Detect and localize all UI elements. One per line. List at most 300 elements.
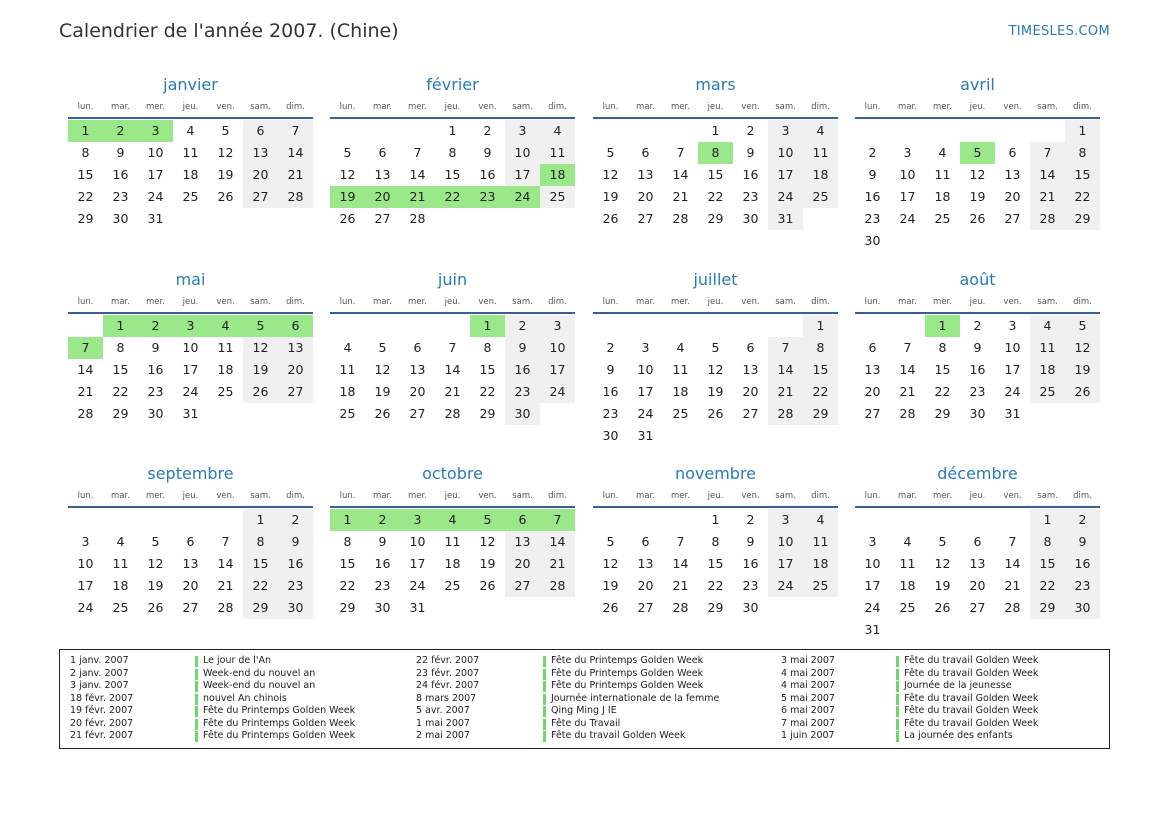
- weekday-header: [330, 97, 575, 119]
- day-cell: 12: [479, 534, 496, 549]
- day-cell: 27: [243, 186, 278, 208]
- day-cell: 4: [803, 120, 838, 142]
- day-cell: 10: [77, 556, 94, 571]
- day-cell: 26: [147, 600, 164, 615]
- holiday-day: 1: [103, 315, 138, 337]
- month-12: [855, 462, 1100, 641]
- day-cell: 15: [112, 362, 129, 377]
- holiday-marker: [543, 669, 546, 680]
- day-cell: 5: [606, 145, 615, 160]
- day-cell: 8: [483, 340, 492, 355]
- weekday-label: mar.: [111, 297, 130, 307]
- weekday-label: mer.: [146, 102, 165, 112]
- day-cell: 21: [899, 384, 916, 399]
- holiday-day: 6: [505, 509, 540, 531]
- day-cell: 15: [1030, 553, 1065, 575]
- day-cell: 7: [448, 340, 457, 355]
- day-cell: 20: [278, 359, 313, 381]
- holiday-marker: [195, 681, 198, 692]
- day-cell: 4: [803, 509, 838, 531]
- month-name: janvier: [163, 75, 218, 94]
- day-cell: 30: [742, 211, 759, 226]
- day-cell: 1: [711, 512, 720, 527]
- weekday-label: sam.: [512, 491, 533, 501]
- weekday-label: mer.: [671, 102, 690, 112]
- day-cell: 13: [637, 167, 654, 182]
- day-cell: 21: [1004, 578, 1021, 593]
- day-cell: 12: [339, 167, 356, 182]
- month-4: [855, 73, 1100, 252]
- day-cell: 9: [278, 531, 313, 553]
- day-cell: 23: [278, 575, 313, 597]
- day-cell: 6: [746, 340, 755, 355]
- empty-cell: [365, 315, 400, 337]
- day-cell: 13: [409, 362, 426, 377]
- weekday-label: jeu.: [444, 102, 461, 112]
- day-cell: 27: [1004, 211, 1021, 226]
- day-cell: 30: [742, 600, 759, 615]
- day-cell: 26: [602, 600, 619, 615]
- holiday-day: 5: [470, 509, 505, 531]
- day-cell: 27: [969, 600, 986, 615]
- day-cell: 25: [803, 186, 838, 208]
- day-cell: 13: [374, 167, 391, 182]
- day-cell: 24: [147, 189, 164, 204]
- day-grid: [593, 508, 838, 619]
- day-cell: 21: [540, 553, 575, 575]
- holiday-day: 5: [243, 315, 278, 337]
- weekday-label: mer.: [408, 297, 427, 307]
- holiday-date: 19 févr. 2007: [70, 705, 134, 716]
- day-cell: 24: [409, 578, 426, 593]
- day-cell: 14: [444, 362, 461, 377]
- holiday-day: 3: [173, 315, 208, 337]
- day-cell: 22: [1030, 575, 1065, 597]
- day-cell: 9: [868, 167, 877, 182]
- day-cell: 10: [637, 362, 654, 377]
- day-cell: 23: [602, 406, 619, 421]
- weekday-label: sam.: [1037, 491, 1058, 501]
- day-cell: 23: [1065, 575, 1100, 597]
- day-cell: 8: [711, 534, 720, 549]
- day-cell: 8: [116, 340, 125, 355]
- day-cell: 22: [707, 189, 724, 204]
- day-cell: 19: [147, 578, 164, 593]
- weekday-header: [593, 486, 838, 508]
- holiday-marker: [896, 731, 899, 742]
- day-cell: 13: [864, 362, 881, 377]
- weekday-label: mar.: [373, 102, 392, 112]
- holiday-name: Fête du Printemps Golden Week: [203, 705, 356, 716]
- weekday-label: ven.: [216, 102, 235, 112]
- day-cell: 2: [483, 123, 492, 138]
- day-cell: 14: [672, 167, 689, 182]
- weekday-label: sam.: [512, 297, 533, 307]
- day-cell: 27: [374, 211, 391, 226]
- holiday-marker: [543, 706, 546, 717]
- day-cell: 23: [505, 381, 540, 403]
- day-grid: [593, 119, 838, 230]
- day-cell: 28: [672, 600, 689, 615]
- empty-cell: [1030, 120, 1065, 142]
- day-cell: 19: [602, 578, 619, 593]
- weekday-label: dim.: [548, 491, 567, 501]
- weekday-header: [68, 97, 313, 119]
- day-cell: 26: [243, 381, 278, 403]
- day-cell: 16: [278, 553, 313, 575]
- month-8: [855, 268, 1100, 425]
- holiday-day: 19: [330, 186, 365, 208]
- month-9: [68, 462, 313, 619]
- weekday-label: ven.: [741, 102, 760, 112]
- empty-cell: [435, 315, 470, 337]
- day-cell: 21: [672, 578, 689, 593]
- holiday-date: 3 mai 2007: [781, 655, 835, 666]
- day-cell: 9: [483, 145, 492, 160]
- day-grid: [68, 508, 313, 619]
- holiday-marker: [195, 731, 198, 742]
- day-cell: 2: [606, 340, 615, 355]
- weekday-label: sam.: [250, 102, 271, 112]
- day-cell: 10: [899, 167, 916, 182]
- day-cell: 6: [641, 534, 650, 549]
- day-cell: 22: [243, 575, 278, 597]
- holiday-date: 18 févr. 2007: [70, 692, 134, 704]
- weekday-label: jeu.: [969, 297, 986, 307]
- day-cell: 20: [864, 384, 881, 399]
- month-10: [330, 462, 575, 619]
- day-cell: 24: [864, 600, 881, 615]
- day-cell: 19: [243, 359, 278, 381]
- day-grid: [855, 119, 1100, 252]
- day-cell: 3: [903, 145, 912, 160]
- day-cell: 26: [602, 211, 619, 226]
- day-cell: 10: [864, 556, 881, 571]
- day-cell: 26: [479, 578, 496, 593]
- holiday-name: Fête du Printemps Golden Week: [203, 717, 356, 729]
- day-cell: 4: [343, 340, 352, 355]
- day-cell: 5: [378, 340, 387, 355]
- holiday-date: 5 avr. 2007: [416, 705, 470, 716]
- day-cell: 9: [746, 145, 755, 160]
- day-cell: 18: [444, 556, 461, 571]
- day-cell: 19: [934, 578, 951, 593]
- holiday-day: 5: [960, 142, 995, 164]
- day-cell: 29: [707, 600, 724, 615]
- holiday-day: 24: [505, 186, 540, 208]
- day-cell: 30: [505, 403, 540, 425]
- day-cell: 13: [243, 142, 278, 164]
- day-cell: 2: [973, 318, 982, 333]
- holiday-marker: [543, 694, 546, 705]
- day-cell: 23: [742, 189, 759, 204]
- weekday-label: mer.: [933, 491, 952, 501]
- day-cell: 29: [1030, 597, 1065, 619]
- month-name: mars: [695, 75, 736, 94]
- month-7: [593, 268, 838, 447]
- day-cell: 29: [77, 211, 94, 226]
- day-grid: [330, 314, 575, 425]
- empty-cell: [628, 120, 663, 142]
- weekday-label: mar.: [898, 297, 917, 307]
- weekday-header: [68, 486, 313, 508]
- day-cell: 24: [768, 186, 803, 208]
- day-cell: 3: [768, 120, 803, 142]
- holiday-day: 1: [925, 315, 960, 337]
- day-cell: 29: [243, 597, 278, 619]
- day-cell: 14: [899, 362, 916, 377]
- day-cell: 15: [243, 553, 278, 575]
- empty-cell: [890, 120, 925, 142]
- day-cell: 27: [278, 381, 313, 403]
- day-cell: 3: [505, 120, 540, 142]
- holiday-name: nouvel An chinois: [203, 692, 287, 704]
- day-cell: 24: [1004, 384, 1021, 399]
- holiday-marker: [543, 656, 546, 667]
- weekday-label: mar.: [111, 102, 130, 112]
- empty-cell: [628, 315, 663, 337]
- holiday-name: Qing Ming J IE: [551, 705, 617, 716]
- day-cell: 11: [672, 362, 689, 377]
- day-cell: 18: [217, 362, 234, 377]
- day-cell: 21: [672, 189, 689, 204]
- holiday-name: Fête du Printemps Golden Week: [551, 667, 704, 679]
- day-cell: 9: [746, 534, 755, 549]
- weekday-label: sam.: [775, 102, 796, 112]
- day-cell: 25: [339, 406, 356, 421]
- day-cell: 4: [676, 340, 685, 355]
- weekday-label: mar.: [636, 297, 655, 307]
- day-cell: 19: [217, 167, 234, 182]
- day-cell: 22: [77, 189, 94, 204]
- holiday-marker: [896, 681, 899, 692]
- holiday-day: 6: [278, 315, 313, 337]
- day-cell: 2: [868, 145, 877, 160]
- empty-cell: [593, 120, 628, 142]
- day-cell: 20: [182, 578, 199, 593]
- weekday-header: [593, 292, 838, 314]
- holiday-legend: [59, 649, 1110, 749]
- weekday-label: ven.: [1003, 297, 1022, 307]
- weekday-label: mer.: [671, 297, 690, 307]
- site-logo[interactable]: TIMESLES.COM: [1008, 24, 1110, 39]
- holiday-day: 22: [435, 186, 470, 208]
- day-cell: 11: [217, 340, 234, 355]
- day-cell: 4: [903, 534, 912, 549]
- day-cell: 26: [934, 600, 951, 615]
- day-cell: 30: [969, 406, 986, 421]
- day-cell: 5: [938, 534, 947, 549]
- weekday-label: ven.: [478, 102, 497, 112]
- empty-cell: [628, 509, 663, 531]
- empty-cell: [960, 509, 995, 531]
- holiday-date: 1 mai 2007: [416, 717, 470, 729]
- empty-cell: [138, 509, 173, 531]
- day-cell: 10: [540, 337, 575, 359]
- day-cell: 24: [899, 211, 916, 226]
- day-cell: 27: [864, 406, 881, 421]
- holiday-marker: [195, 656, 198, 667]
- day-cell: 15: [339, 556, 356, 571]
- weekday-label: ven.: [478, 491, 497, 501]
- day-cell: 1: [711, 123, 720, 138]
- empty-cell: [995, 509, 1030, 531]
- holiday-day: 18: [540, 164, 575, 186]
- day-cell: 3: [868, 534, 877, 549]
- day-cell: 26: [339, 211, 356, 226]
- page-title: Calendrier de l'année 2007. (Chine): [59, 20, 399, 42]
- weekday-label: dim.: [1073, 297, 1092, 307]
- day-cell: 2: [505, 315, 540, 337]
- day-cell: 7: [903, 340, 912, 355]
- empty-cell: [330, 120, 365, 142]
- weekday-header: [855, 292, 1100, 314]
- weekday-label: sam.: [250, 491, 271, 501]
- day-cell: 7: [1030, 142, 1065, 164]
- day-cell: 10: [768, 531, 803, 553]
- day-cell: 17: [77, 578, 94, 593]
- day-cell: 25: [112, 600, 129, 615]
- day-cell: 10: [505, 142, 540, 164]
- weekday-label: ven.: [741, 297, 760, 307]
- day-cell: 1: [1065, 120, 1100, 142]
- day-cell: 25: [444, 578, 461, 593]
- day-cell: 10: [768, 142, 803, 164]
- day-cell: 12: [602, 167, 619, 182]
- weekday-label: lun.: [864, 102, 881, 112]
- holiday-day: 2: [103, 120, 138, 142]
- weekday-label: lun.: [339, 297, 356, 307]
- month-2: [330, 73, 575, 230]
- day-cell: 12: [969, 167, 986, 182]
- empty-cell: [995, 120, 1030, 142]
- day-cell: 14: [672, 556, 689, 571]
- empty-cell: [208, 509, 243, 531]
- day-cell: 28: [540, 575, 575, 597]
- day-cell: 8: [1030, 531, 1065, 553]
- day-cell: 28: [1030, 208, 1065, 230]
- day-cell: 15: [444, 167, 461, 182]
- weekday-label: mar.: [898, 102, 917, 112]
- day-grid: [855, 508, 1100, 641]
- weekday-label: jeu.: [182, 102, 199, 112]
- day-cell: 11: [339, 362, 356, 377]
- day-cell: 15: [934, 362, 951, 377]
- weekday-header: [330, 486, 575, 508]
- holiday-day: 4: [208, 315, 243, 337]
- weekday-label: dim.: [548, 297, 567, 307]
- empty-cell: [855, 509, 890, 531]
- weekday-header: [593, 97, 838, 119]
- day-cell: 28: [899, 406, 916, 421]
- day-cell: 3: [540, 315, 575, 337]
- holiday-name: Fête du Printemps Golden Week: [551, 655, 704, 666]
- holiday-name: Fête du Travail: [551, 717, 621, 729]
- day-cell: 17: [505, 164, 540, 186]
- day-cell: 1: [803, 315, 838, 337]
- weekday-label: sam.: [775, 491, 796, 501]
- day-cell: 16: [742, 167, 759, 182]
- weekday-label: dim.: [811, 491, 830, 501]
- month-6: [330, 268, 575, 425]
- empty-cell: [960, 120, 995, 142]
- day-cell: 18: [899, 578, 916, 593]
- holiday-name: Fête du travail Golden Week: [551, 730, 686, 741]
- day-cell: 27: [409, 406, 426, 421]
- day-cell: 20: [505, 553, 540, 575]
- day-cell: 6: [378, 145, 387, 160]
- holiday-marker: [543, 681, 546, 692]
- day-cell: 12: [374, 362, 391, 377]
- day-cell: 18: [803, 164, 838, 186]
- day-cell: 14: [217, 556, 234, 571]
- day-cell: 18: [182, 167, 199, 182]
- day-cell: 25: [182, 189, 199, 204]
- day-cell: 29: [803, 403, 838, 425]
- day-grid: [855, 314, 1100, 425]
- holiday-day: 2: [138, 315, 173, 337]
- day-cell: 13: [505, 531, 540, 553]
- holiday-marker: [543, 719, 546, 730]
- holiday-name: Fête du Printemps Golden Week: [203, 730, 356, 741]
- day-cell: 13: [969, 556, 986, 571]
- day-cell: 30: [112, 211, 129, 226]
- day-cell: 25: [217, 384, 234, 399]
- day-cell: 30: [1065, 597, 1100, 619]
- weekday-label: mar.: [636, 102, 655, 112]
- day-cell: 12: [707, 362, 724, 377]
- holiday-day: 8: [698, 142, 733, 164]
- holiday-day: 7: [68, 337, 103, 359]
- day-cell: 31: [409, 600, 426, 615]
- day-cell: 23: [742, 578, 759, 593]
- holiday-marker: [195, 669, 198, 680]
- weekday-label: ven.: [1003, 491, 1022, 501]
- month-name: juillet: [693, 270, 738, 289]
- weekday-label: jeu.: [444, 491, 461, 501]
- day-cell: 18: [934, 189, 951, 204]
- empty-cell: [663, 120, 698, 142]
- weekday-label: mar.: [111, 491, 130, 501]
- weekday-label: lun.: [77, 102, 94, 112]
- day-cell: 25: [803, 575, 838, 597]
- day-cell: 2: [746, 123, 755, 138]
- weekday-label: ven.: [216, 491, 235, 501]
- day-cell: 2: [1065, 509, 1100, 531]
- day-cell: 7: [1008, 534, 1017, 549]
- weekday-label: jeu.: [444, 297, 461, 307]
- holiday-marker: [896, 656, 899, 667]
- day-cell: 5: [1065, 315, 1100, 337]
- day-cell: 15: [479, 362, 496, 377]
- weekday-label: jeu.: [182, 297, 199, 307]
- weekday-label: dim.: [286, 297, 305, 307]
- day-cell: 24: [182, 384, 199, 399]
- day-cell: 26: [217, 189, 234, 204]
- weekday-label: lun.: [602, 297, 619, 307]
- day-cell: 12: [147, 556, 164, 571]
- day-cell: 6: [1008, 145, 1017, 160]
- weekday-label: mar.: [636, 491, 655, 501]
- day-cell: 30: [147, 406, 164, 421]
- day-cell: 27: [742, 406, 759, 421]
- day-cell: 18: [1030, 359, 1065, 381]
- day-cell: 19: [707, 384, 724, 399]
- weekday-label: jeu.: [707, 491, 724, 501]
- day-cell: 20: [1004, 189, 1021, 204]
- day-cell: 24: [768, 575, 803, 597]
- weekday-label: dim.: [548, 102, 567, 112]
